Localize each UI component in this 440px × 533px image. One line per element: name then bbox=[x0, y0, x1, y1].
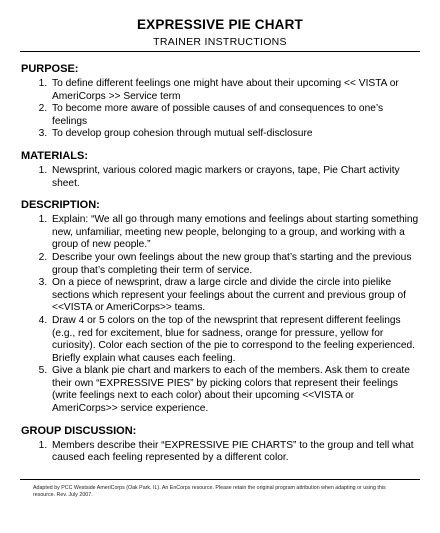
title-block bbox=[0, 17, 440, 49]
group-discussion-item: 1. Members describe their “EXPRESSIVE PIE CHARTS” to the group and tell what caused each feeling represented by a different color. bbox=[50, 440, 421, 465]
purpose-item: 1. To define different feelings one might have about their upcoming << VISTA or AmeriCorps >> Service term bbox=[50, 78, 421, 103]
description-list bbox=[21, 214, 421, 416]
description-item: 5. Give a blank pie chart and markers to each of the members. Ask them to create their own “EXPRESSIVE PIES” by picking colors that represent their feelings (write feelings next to each color) about their upcoming <<VISTA or AmeriCorps>> service experience. bbox=[50, 365, 421, 415]
description-heading: DESCRIPTION: bbox=[21, 199, 100, 212]
group-discussion-list bbox=[21, 440, 421, 465]
description-section bbox=[21, 199, 421, 416]
materials-heading: MATERIALS: bbox=[21, 149, 89, 162]
group-discussion-heading: GROUP DISCUSSION: bbox=[21, 424, 137, 437]
description-item: 4. Draw 4 or 5 colors on the top of the newsprint that represent different feelings (e.g., red for excitement, blue for sadness, orange for pressure, yellow for curiosity). Color each section of the pie to correspond to the feeling experienced. Briefly explain what causes each feeling. bbox=[50, 315, 421, 365]
document-body bbox=[21, 63, 421, 474]
document-title: EXPRESSIVE PIE CHART bbox=[136, 17, 304, 32]
document-subtitle: TRAINER INSTRUCTIONS bbox=[153, 36, 287, 48]
purpose-section bbox=[21, 63, 421, 141]
attribution-footer: Adapted by PCC Westside AmeriCorps (Oak Park, IL). An EnCorps resource. Please retain the original program attribution when adapting or using this resource. Rev. July 2007. bbox=[33, 485, 386, 498]
group-discussion-section bbox=[21, 425, 421, 465]
purpose-item: 2. To become more aware of possible causes of and consequences to one’s feelings bbox=[50, 103, 421, 128]
description-item: 2. Describe your own feelings about the new group that’s starting and the previous group that’s completing their term of service. bbox=[50, 252, 421, 277]
purpose-item: 3. To develop group cohesion through mutual self-disclosure bbox=[50, 128, 421, 141]
purpose-list bbox=[21, 78, 421, 141]
top-divider bbox=[20, 51, 420, 52]
bottom-divider bbox=[20, 479, 420, 480]
description-item: 1. Explain: “We all go through many emotions and feelings about starting something new, unfamiliar, meeting new people, belonging to a group, and working with a group of new people.” bbox=[50, 214, 421, 252]
materials-section bbox=[21, 150, 421, 190]
description-item: 3. On a piece of newsprint, draw a large circle and divide the circle into pielike sections which represent your feelings about the current and previous group of <<VISTA or AmeriCorps>> teams. bbox=[50, 277, 421, 315]
materials-list bbox=[21, 165, 421, 190]
materials-item: 1. Newsprint, various colored magic markers or crayons, tape, Pie Chart activity sheet. bbox=[50, 165, 421, 190]
purpose-heading: PURPOSE: bbox=[21, 63, 79, 75]
